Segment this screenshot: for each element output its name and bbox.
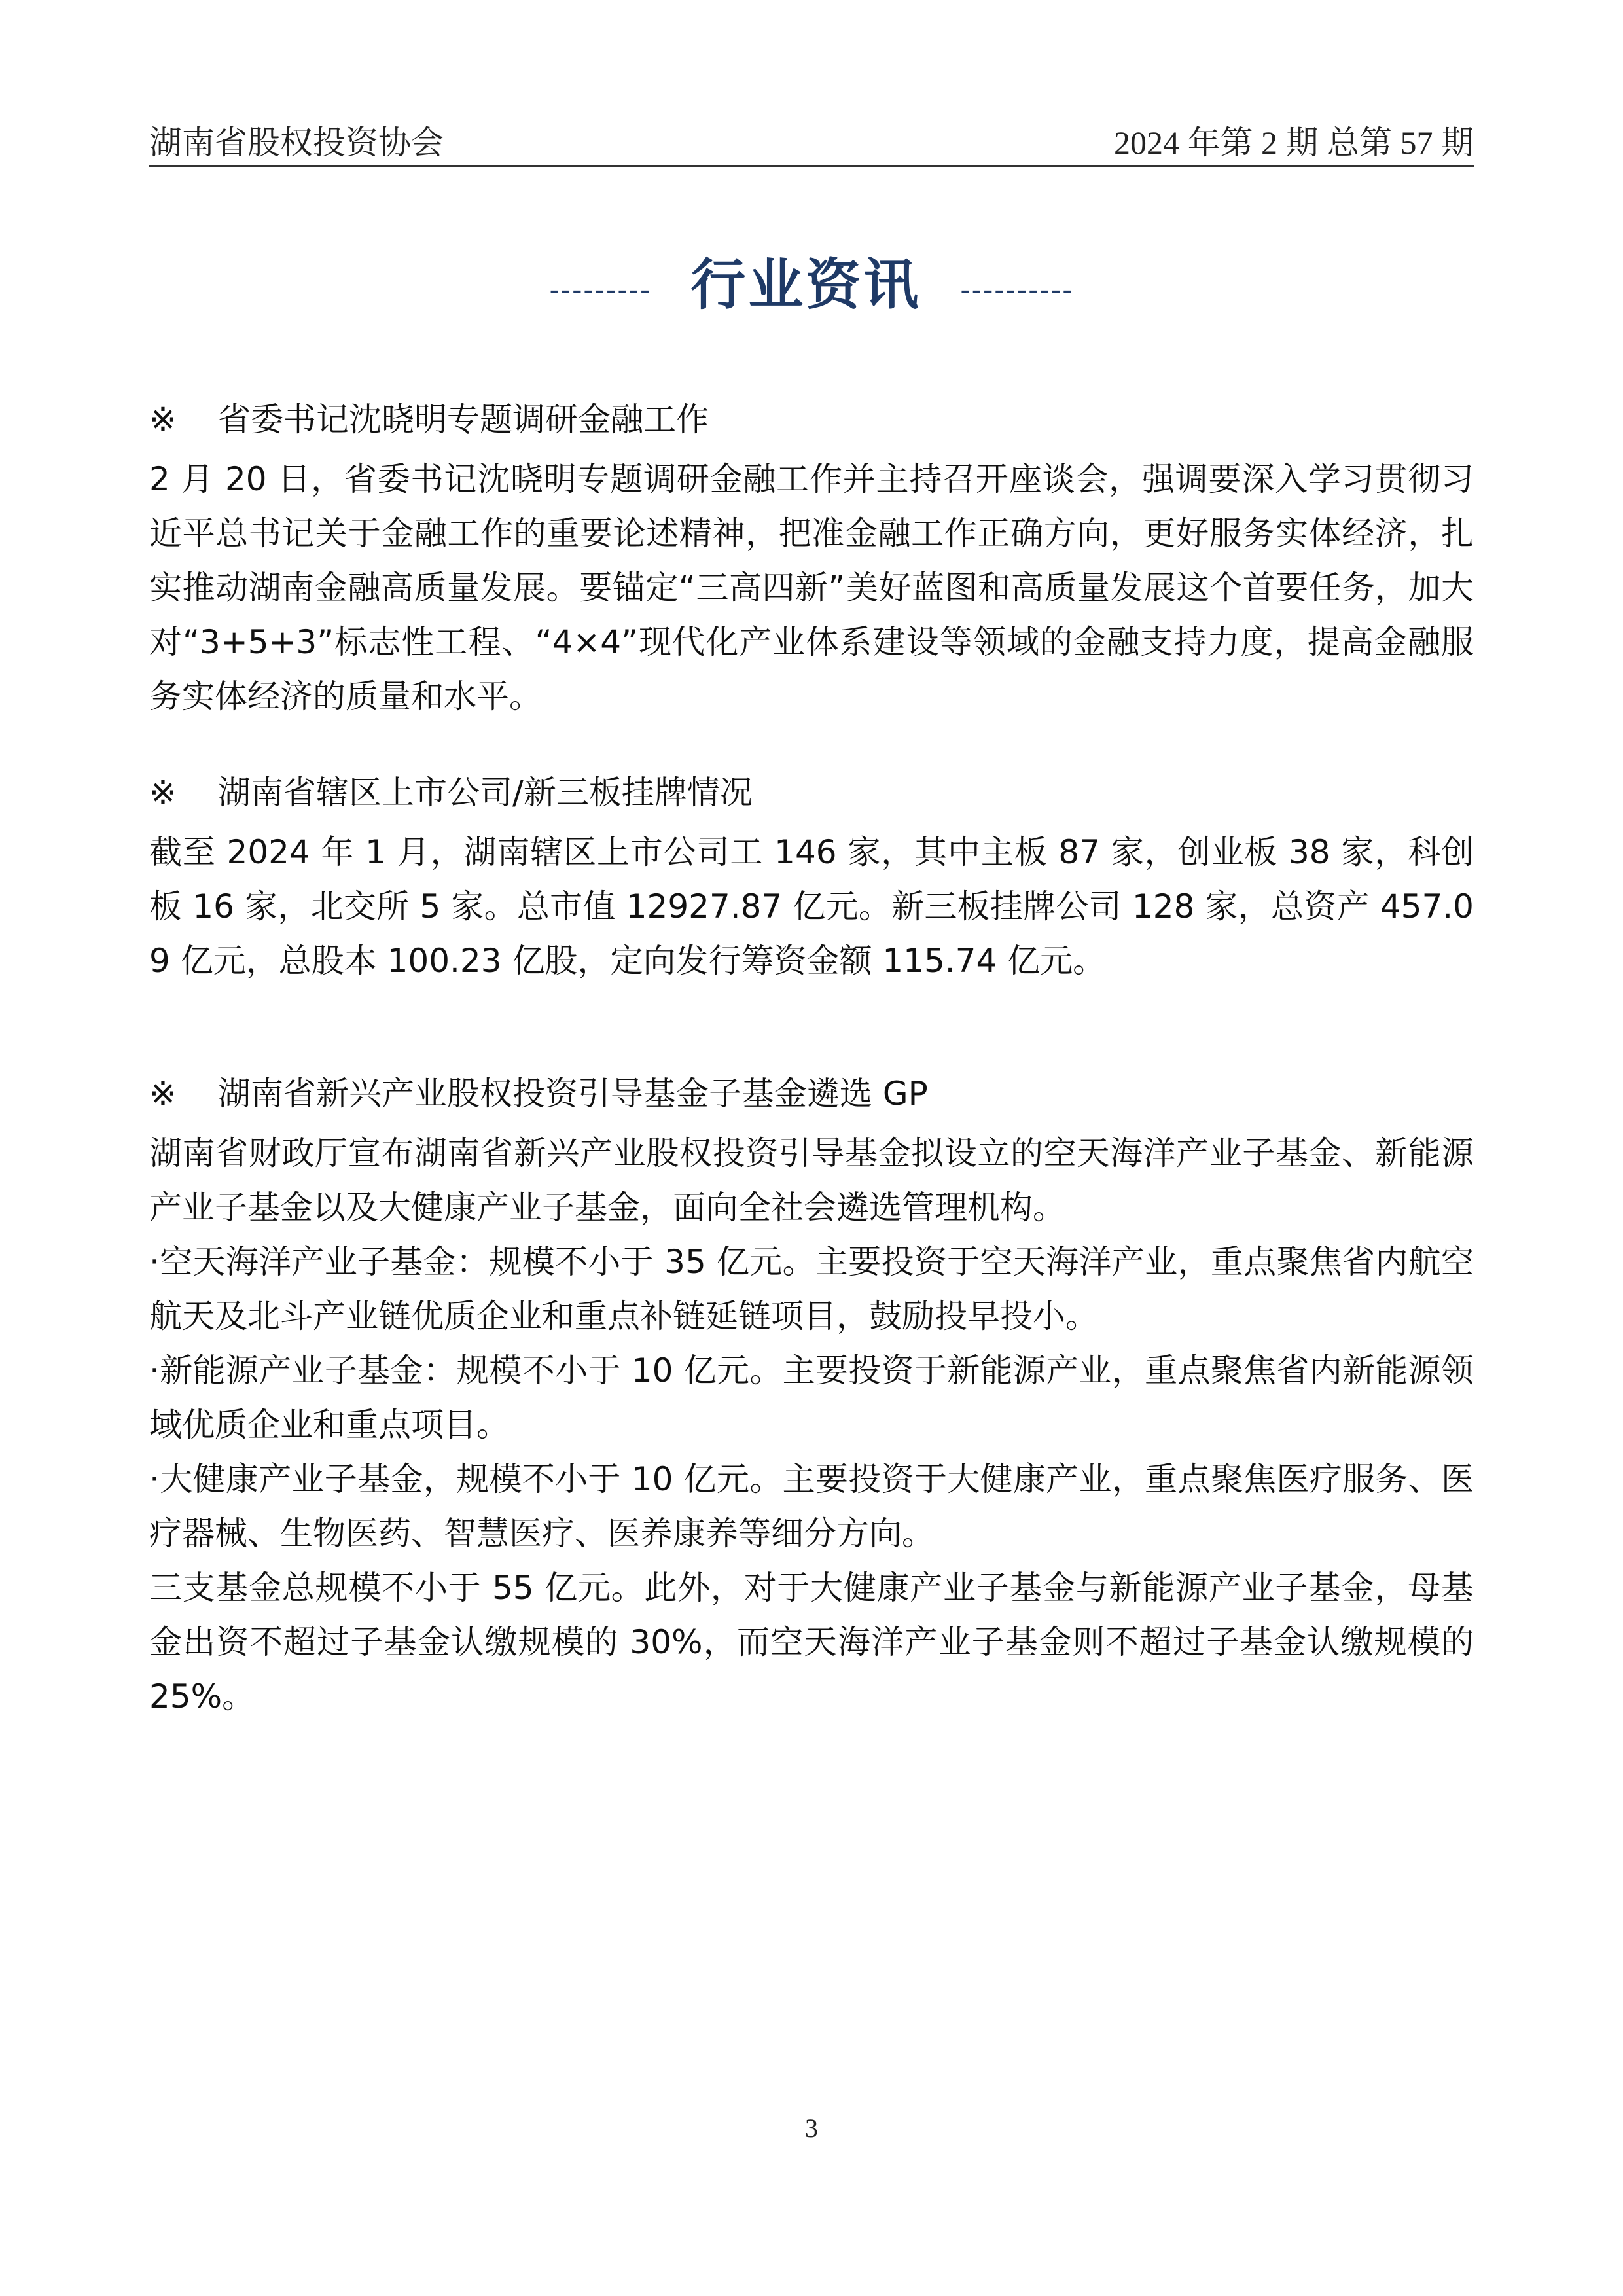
section-title [149,241,1474,319]
title-left-dashes: --------- [549,272,652,306]
news-heading-text: 省委书记沈晓明专题调研金融工作 [218,401,709,439]
page-header [149,117,1474,162]
news-item-3 [149,1067,1474,1724]
news-paragraph: 三支基金总规模不小于 55 亿元。此外，对于大健康产业子基金与新能源产业子基金，母基金出资不超过子基金认缴规模的 30%，而空天海洋产业子基金则不超过子基金认缴规模的 25%。 [149,1569,1474,1715]
news-heading-text: 湖南省新兴产业股权投资引导基金子基金遴选 GP [218,1075,928,1113]
news-item-2 [149,766,1474,988]
header-rule [149,165,1474,167]
news-heading-text: 湖南省辖区上市公司/新三板挂牌情况 [218,774,753,812]
header-issue-info: 2024 年第 2 期 总第 57 期 [1114,124,1474,161]
bullet-item: ·新能源产业子基金：规模不小于 10 亿元。主要投资于新能源产业，重点聚焦省内新能源领域优质企业和重点项目。 [149,1352,1474,1444]
bullet-item: ·空天海洋产业子基金：规模不小于 35 亿元。主要投资于空天海洋产业，重点聚焦省内航空航天及北斗产业链优质企业和重点补链延链项目，鼓励投早投小。 [149,1243,1474,1335]
news-paragraph: 2 月 20 日，省委书记沈晓明专题调研金融工作并主持召开座谈会，强调要深入学习贯彻习近平总书记关于金融工作的重要论述精神，把准金融工作正确方向，更好服务实体经济，扎实推动湖南金融高质量发展。要锚定“三高四新”美好蓝图和高质量发展这个首要任务，加大对“3+5+3”标志性工程、“4×4”现代化产业体系建设等领域的金融支持力度，提高金融服务实体经济的质量和水平。 [149,460,1474,715]
article-body [149,393,1474,1724]
reference-mark-icon: ※ [149,1075,177,1113]
page-title: 行业资讯 [690,252,921,317]
news-paragraph: 湖南省财政厅宣布湖南省新兴产业股权投资引导基金拟设立的空天海洋产业子基金、新能源产业子基金以及大健康产业子基金，面向全社会遴选管理机构。 [149,1134,1474,1227]
page-number: 3 [805,2113,818,2143]
news-heading [149,766,1474,820]
news-item-1 [149,393,1474,724]
reference-mark-icon: ※ [149,401,177,439]
news-heading [149,1067,1474,1121]
bullet-item: ·大健康产业子基金，规模不小于 10 亿元。主要投资于大健康产业，重点聚焦医疗服务、医疗器械、生物医药、智慧医疗、医养康养等细分方向。 [149,1460,1474,1552]
reference-mark-icon: ※ [149,774,177,812]
title-right-dashes: ---------- [960,272,1074,306]
header-org-name: 湖南省股权投资协会 [149,124,444,161]
news-paragraph: 截至 2024 年 1 月，湖南辖区上市公司工 146 家，其中主板 87 家，创业板 38 家，科创板 16 家，北交所 5 家。总市值 12927.87 亿元。新三板挂牌公司 128 家，总资产 457.09 亿元，总股本 100.23 亿股，定向发行筹资金额 115.74 亿元。 [149,833,1474,980]
news-heading [149,393,1474,447]
